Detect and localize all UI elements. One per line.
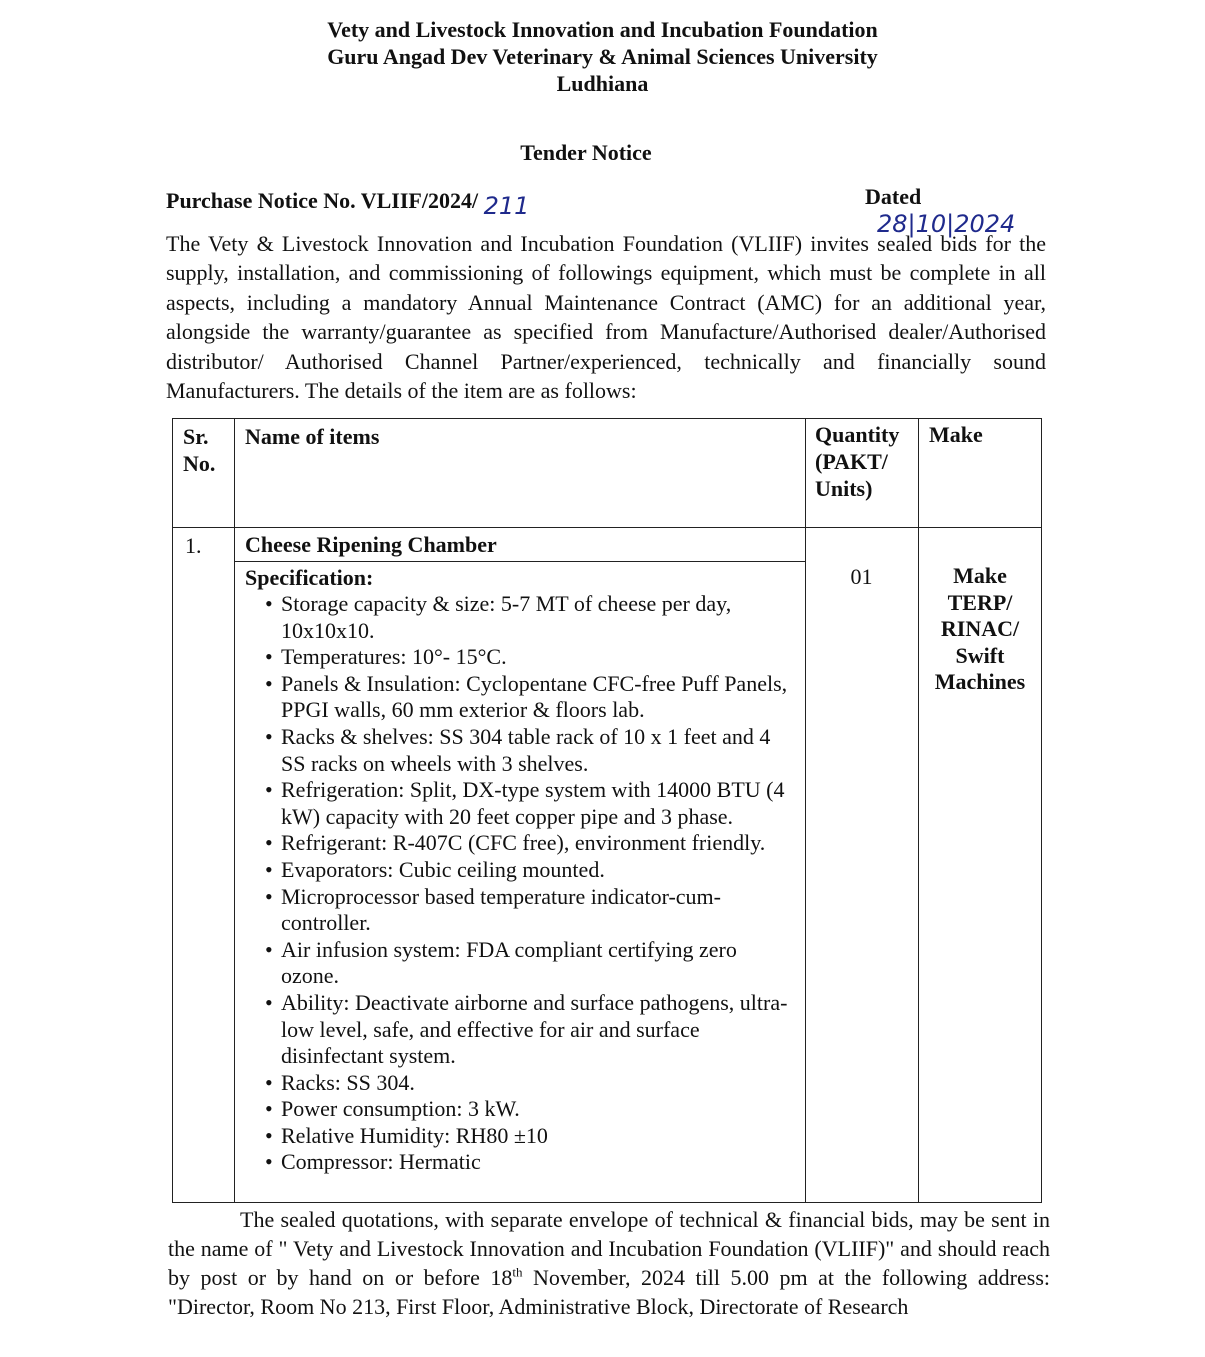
intro-paragraph: The Vety & Livestock Innovation and Incubation Foundation (VLIIF) invites sealed bids for the supply, installation, and commissioning of followings equipment, which must be complete in all aspects, including a mandatory Annual Maintenance Contract (AMC) for an additional year, alongside the warranty/guarantee as specified from Manufacture/Authorised dealer/Authorised distributor/ Authorised Channel Partner/experienced, technically and financially sound Manufacturers. The details of the item are as follows:	[166, 231, 1046, 404]
handwritten-notice-number: 211	[483, 192, 530, 220]
row-quantity: 01	[850, 564, 873, 589]
spec-item: • Power consumption: 3 kW.	[265, 1096, 800, 1123]
row-specification	[245, 564, 800, 1176]
date-superscript: th	[512, 1264, 523, 1280]
purchase-notice-label: Purchase Notice No. VLIIF/2024/	[166, 188, 479, 213]
spec-item: • Temperatures: 10°- 15°C.	[265, 644, 800, 671]
table-header-divider	[173, 527, 1041, 528]
dated-label: Dated	[865, 184, 922, 209]
spec-item: • Air infusion system: FDA compliant certifying zero ozone.	[265, 937, 800, 990]
header-quantity: Quantity (PAKT/ Units)	[815, 422, 900, 501]
spec-item: • Refrigeration: Split, DX-type system with 14000 BTU (4 kW) capacity with 20 feet copper pipe and 3 phase.	[265, 777, 800, 830]
spec-item: • Compressor: Hermatic	[265, 1149, 800, 1176]
table-column-divider	[234, 419, 235, 1202]
header-make: Make	[929, 422, 983, 447]
header-foundation-name: Vety and Livestock Innovation and Incubation Foundation	[327, 17, 878, 42]
row-sr-no: 1.	[185, 533, 202, 558]
item-name-divider	[234, 561, 805, 562]
header-sr-no: Sr. No.	[183, 424, 216, 476]
spec-item: • Racks: SS 304.	[265, 1070, 800, 1097]
specification-list	[265, 591, 800, 1176]
closing-text-part1: The sealed quotations, with separate envelope of technical & financial bids, may be sent in the name of " Vety and Livestock Innovation and Incubation Foundation (VLIIF)" and should reach by post or by hand on or before 18	[168, 1207, 1050, 1290]
spec-item: • Storage capacity & size: 5-7 MT of cheese per day, 10x10x10.	[265, 591, 800, 644]
row-make: Make TERP/ RINAC/ Swift Machines	[934, 563, 1026, 694]
reference-row	[166, 184, 1066, 238]
table-column-divider	[805, 419, 806, 1202]
spec-item: • Evaporators: Cubic ceiling mounted.	[265, 857, 800, 884]
notice-title: Tender Notice	[520, 140, 652, 165]
spec-item: • Racks & shelves: SS 304 table rack of 10 x 1 feet and 4 SS racks on wheels with 3 shelves.	[265, 724, 800, 777]
row-item-name: Cheese Ripening Chamber	[245, 532, 497, 557]
header-name-of-items: Name of items	[245, 424, 380, 449]
table-column-divider	[918, 419, 919, 1202]
purchase-notice-number	[166, 186, 530, 220]
header-city: Ludhiana	[556, 71, 649, 96]
spec-item: • Panels & Insulation: Cyclopentane CFC-free Puff Panels, PPGI walls, 60 mm exterior & floors lab.	[265, 671, 800, 724]
spec-item: • Microprocessor based temperature indicator-cum-controller.	[265, 884, 800, 937]
closing-text-part2: November, 2024 till 5.00 pm at the following address: "Director, Room No 213, First Floor, Administrative Block, Directorate of Research	[168, 1265, 1050, 1319]
header-university-name: Guru Angad Dev Veterinary & Animal Sciences University	[327, 44, 878, 69]
closing-paragraph	[168, 1205, 1050, 1321]
handwritten-date: 28|10|2024	[877, 210, 1016, 238]
specification-label: Specification:	[245, 565, 374, 590]
spec-item: • Ability: Deactivate airborne and surface pathogens, ultra-low level, safe, and effective for air and surface disinfectant system.	[265, 990, 800, 1070]
document-header	[0, 16, 1205, 97]
spec-item: • Refrigerant: R-407C (CFC free), environment friendly.	[265, 830, 800, 857]
items-table	[172, 418, 1042, 1203]
spec-item: • Relative Humidity: RH80 ±10	[265, 1123, 800, 1150]
